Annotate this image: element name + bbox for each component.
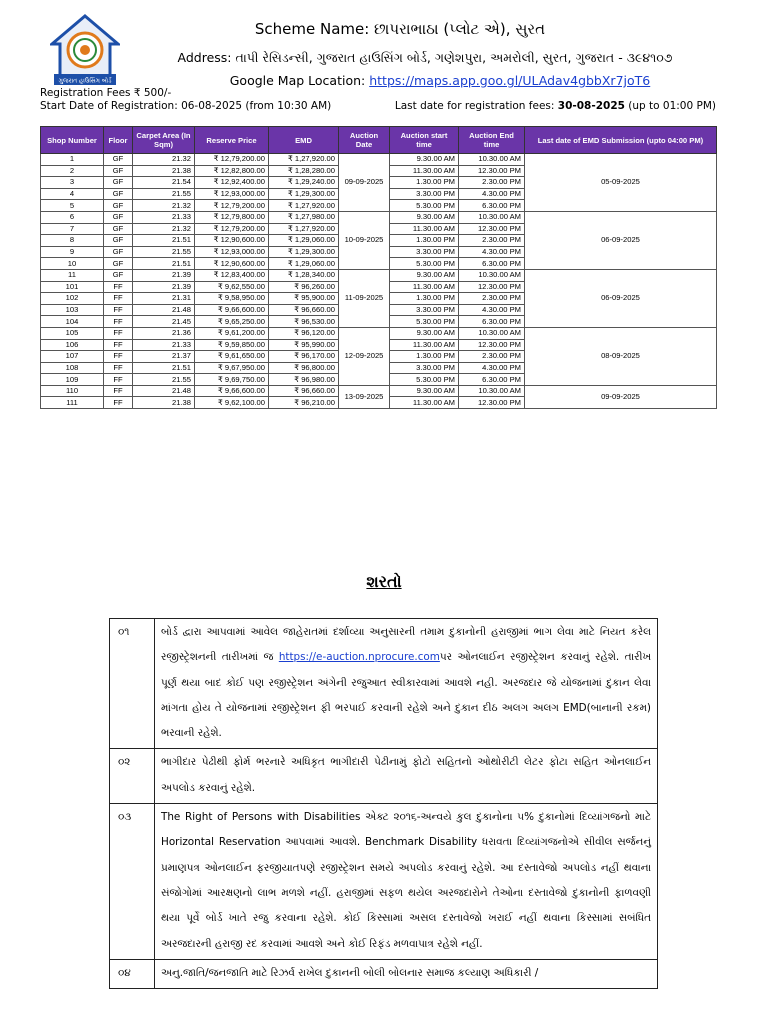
cell-auction-end: 12.30.00 PM — [459, 223, 525, 235]
cell-emd-last-date: 05-09-2025 — [525, 154, 717, 212]
cell-carpet-area: 21.32 — [133, 223, 195, 235]
cell-floor: GF — [104, 269, 133, 281]
cell-carpet-area: 21.48 — [133, 385, 195, 397]
cell-emd: ₹ 96,210.00 — [269, 397, 339, 409]
cell-floor: GF — [104, 211, 133, 223]
cell-carpet-area: 21.48 — [133, 304, 195, 316]
cell-emd-last-date: 09-09-2025 — [525, 385, 717, 408]
cell-emd: ₹ 1,29,060.00 — [269, 235, 339, 247]
cell-reserve-price: ₹ 12,79,200.00 — [195, 154, 269, 166]
cell-auction-start: 9.30.00 AM — [390, 154, 459, 166]
cell-auction-end: 6.30.00 PM — [459, 258, 525, 270]
cell-floor: FF — [104, 304, 133, 316]
cell-floor: GF — [104, 200, 133, 212]
cell-shop-number: 104 — [41, 316, 104, 328]
cell-auction-end: 2.30.00 PM — [459, 177, 525, 189]
term-text — [155, 619, 658, 749]
cell-auction-start: 11.30.00 AM — [390, 339, 459, 351]
col-emd: EMD — [269, 127, 339, 154]
terms-row — [110, 804, 658, 960]
cell-emd: ₹ 1,29,240.00 — [269, 177, 339, 189]
table-row — [41, 154, 717, 166]
cell-auction-start: 9.30.00 AM — [390, 269, 459, 281]
col-emd-last-date: Last date of EMD Submission (upto 04:00 PM) — [525, 127, 717, 154]
cell-emd: ₹ 96,120.00 — [269, 327, 339, 339]
cell-floor: GF — [104, 246, 133, 258]
cell-shop-number: 107 — [41, 351, 104, 363]
cell-shop-number: 2 — [41, 165, 104, 177]
cell-floor: GF — [104, 177, 133, 189]
cell-reserve-price: ₹ 12,92,400.00 — [195, 177, 269, 189]
cell-emd: ₹ 1,27,980.00 — [269, 211, 339, 223]
cell-reserve-price: ₹ 12,79,200.00 — [195, 223, 269, 235]
cell-shop-number: 101 — [41, 281, 104, 293]
cell-floor: FF — [104, 281, 133, 293]
cell-auction-start: 5.30.00 PM — [390, 258, 459, 270]
term-number: ૦૨ — [110, 749, 155, 804]
cell-emd: ₹ 96,660.00 — [269, 385, 339, 397]
cell-floor: FF — [104, 385, 133, 397]
cell-reserve-price: ₹ 12,79,200.00 — [195, 200, 269, 212]
cell-carpet-area: 21.51 — [133, 258, 195, 270]
cell-emd: ₹ 95,990.00 — [269, 339, 339, 351]
cell-reserve-price: ₹ 12,90,600.00 — [195, 235, 269, 247]
cell-shop-number: 7 — [41, 223, 104, 235]
cell-reserve-price: ₹ 9,69,750.00 — [195, 374, 269, 386]
cell-reserve-price: ₹ 9,58,950.00 — [195, 293, 269, 305]
cell-shop-number: 10 — [41, 258, 104, 270]
registration-start-date: Start Date of Registration: 06-08-2025 (from 10:30 AM) — [40, 100, 332, 112]
cell-auction-start: 3.30.00 PM — [390, 362, 459, 374]
cell-carpet-area: 21.45 — [133, 316, 195, 328]
cell-auction-start: 11.30.00 AM — [390, 223, 459, 235]
cell-floor: FF — [104, 362, 133, 374]
cell-auction-date: 12-09-2025 — [339, 327, 390, 385]
table-row — [41, 385, 717, 397]
cell-floor: FF — [104, 316, 133, 328]
cell-shop-number: 105 — [41, 327, 104, 339]
cell-auction-start: 1.30.00 PM — [390, 235, 459, 247]
cell-auction-start: 1.30.00 PM — [390, 177, 459, 189]
cell-shop-number: 106 — [41, 339, 104, 351]
cell-carpet-area: 21.38 — [133, 397, 195, 409]
cell-shop-number: 5 — [41, 200, 104, 212]
cell-reserve-price: ₹ 9,59,850.00 — [195, 339, 269, 351]
cell-emd-last-date: 06-09-2025 — [525, 211, 717, 269]
cell-auction-start: 11.30.00 AM — [390, 165, 459, 177]
cell-reserve-price: ₹ 9,62,100.00 — [195, 397, 269, 409]
cell-emd: ₹ 1,29,060.00 — [269, 258, 339, 270]
term-number: ૦૩ — [110, 804, 155, 960]
cell-floor: GF — [104, 235, 133, 247]
cell-auction-end: 10.30.00 AM — [459, 385, 525, 397]
last-date-value: 30-08-2025 — [557, 100, 625, 112]
google-map-location — [130, 73, 750, 88]
cell-reserve-price: ₹ 9,65,250.00 — [195, 316, 269, 328]
cell-auction-end: 12.30.00 PM — [459, 165, 525, 177]
cell-auction-end: 6.30.00 PM — [459, 200, 525, 212]
map-link[interactable]: https://maps.app.goo.gl/ULAdav4gbbXr7joT6 — [369, 73, 651, 88]
cell-auction-end: 12.30.00 PM — [459, 281, 525, 293]
cell-carpet-area: 21.55 — [133, 188, 195, 200]
cell-reserve-price: ₹ 9,61,650.00 — [195, 351, 269, 363]
cell-reserve-price: ₹ 12,93,000.00 — [195, 246, 269, 258]
cell-auction-start: 5.30.00 PM — [390, 374, 459, 386]
cell-floor: GF — [104, 258, 133, 270]
last-date-label: Last date for registration fees: — [394, 100, 558, 112]
cell-shop-number: 103 — [41, 304, 104, 316]
col-shop-number: Shop Number — [41, 127, 104, 154]
cell-shop-number: 8 — [41, 235, 104, 247]
cell-floor: GF — [104, 154, 133, 166]
cell-reserve-price: ₹ 9,62,550.00 — [195, 281, 269, 293]
cell-emd: ₹ 1,27,920.00 — [269, 200, 339, 212]
cell-carpet-area: 21.32 — [133, 154, 195, 166]
cell-auction-start: 5.30.00 PM — [390, 316, 459, 328]
cell-emd: ₹ 96,530.00 — [269, 316, 339, 328]
term-text: The Right of Persons with Disabilities એક્ટ ૨૦૧૬-અન્વયે કુલ દુકાનોના ૫% દુકાનોમાં દિવ્યાંગજનો માટે Horizontal Reservation આપવામાં આવશે. Benchmark Disability ધરાવતા દિવ્યાંગજનોએ સીવીલ સર્જનનું પ્રમાણપત્ર ઓનલાઈન ફરજીયાતપણે રજીસ્ટ્રેશન સમયે અપલોડ કરવાનું રહેશે. આ દસ્તાવેજો અપલોડ નહીં થવાના સંજોગોમાં આરક્ષણનો લાભ મળશે નહીં. હરાજીમાં સફળ થયેલ અરજદારોને તેઓના દસ્તાવેજો દુકાનોની ફાળવણી થયા પૂર્વે બોર્ડ ખાતે રજુ કરવાના રહેશે. કોઈ કિસ્સામાં અસલ દસ્તાવેજો ખરાઈ નહીં થવાના કિસ્સામાં સબંધિત અરજદારની હરાજી રદ કરવામાં આવશે અને કોઈ રિફંડ મળવાપાત્ર રહેશે નહીં. — [155, 804, 658, 960]
cell-auction-start: 3.30.00 PM — [390, 246, 459, 258]
cell-auction-end: 4.30.00 PM — [459, 188, 525, 200]
cell-reserve-price: ₹ 12,79,800.00 — [195, 211, 269, 223]
col-auction-end: Auction End time — [459, 127, 525, 154]
gujarat-housing-board-logo — [50, 14, 120, 86]
cell-shop-number: 3 — [41, 177, 104, 189]
cell-shop-number: 102 — [41, 293, 104, 305]
logo-text: ગુજરાત હાઉસિંગ બોર્ડ — [58, 77, 112, 85]
cell-floor: FF — [104, 293, 133, 305]
term-text-before: બોર્ડ દ્વારા આપવામાં આવેલ જાહેરાતમાં દર્શાવ્યા અનુસારની તમામ દુકાનોની હરાજીમાં ભાગ લેવા માટે નિયત કરેલ રજીસ્ટ્રેશનની તારીખમાં જ — [161, 626, 651, 664]
cell-auction-start: 3.30.00 PM — [390, 188, 459, 200]
table-row — [41, 269, 717, 281]
cell-floor: FF — [104, 374, 133, 386]
cell-shop-number: 108 — [41, 362, 104, 374]
term-text: અનુ.જાતિ/જનજાતિ માટે રિઝર્વ રાખેલ દુકાનની બોલી બોલનાર સમાજ કલ્યાણ અધિકારી / — [155, 959, 658, 988]
cell-reserve-price: ₹ 12,83,400.00 — [195, 269, 269, 281]
cell-shop-number: 109 — [41, 374, 104, 386]
cell-reserve-price: ₹ 12,93,000.00 — [195, 188, 269, 200]
cell-shop-number: 4 — [41, 188, 104, 200]
cell-auction-end: 2.30.00 PM — [459, 351, 525, 363]
cell-emd: ₹ 96,260.00 — [269, 281, 339, 293]
cell-emd: ₹ 96,800.00 — [269, 362, 339, 374]
cell-auction-end: 10.30.00 AM — [459, 269, 525, 281]
col-reserve-price: Reserve Price — [195, 127, 269, 154]
cell-shop-number: 1 — [41, 154, 104, 166]
registration-fees: Registration Fees ₹ 500/- — [40, 87, 172, 99]
cell-floor: GF — [104, 165, 133, 177]
cell-floor: FF — [104, 351, 133, 363]
scheme-address: Address: તાપી રેસિડન્સી, ગુજરાત હાઉસિંગ બોર્ડ, ગણેશપુરા, અમરોલી, સુરત, ગુજરાત - ૩૯૪૧૦૭ — [177, 50, 673, 65]
e-auction-link[interactable]: https://e-auction.nprocure.com — [278, 651, 440, 664]
cell-auction-start: 11.30.00 AM — [390, 281, 459, 293]
cell-auction-end: 2.30.00 PM — [459, 235, 525, 247]
col-floor: Floor — [104, 127, 133, 154]
cell-shop-number: 11 — [41, 269, 104, 281]
cell-floor: FF — [104, 397, 133, 409]
terms-row — [110, 619, 658, 749]
col-auction-date: Auction Date — [339, 127, 390, 154]
cell-carpet-area: 21.39 — [133, 269, 195, 281]
table-row — [41, 211, 717, 223]
cell-carpet-area: 21.39 — [133, 281, 195, 293]
cell-floor: FF — [104, 339, 133, 351]
cell-auction-start: 9.30.00 AM — [390, 385, 459, 397]
cell-auction-start: 11.30.00 AM — [390, 397, 459, 409]
cell-auction-start: 1.30.00 PM — [390, 351, 459, 363]
cell-emd: ₹ 1,28,280.00 — [269, 165, 339, 177]
cell-shop-number: 9 — [41, 246, 104, 258]
map-label: Google Map Location: — [229, 73, 370, 88]
cell-auction-end: 10.30.00 AM — [459, 327, 525, 339]
last-date-note: (up to 01:00 PM) — [624, 100, 716, 112]
cell-carpet-area: 21.54 — [133, 177, 195, 189]
cell-auction-end: 4.30.00 PM — [459, 362, 525, 374]
cell-auction-date: 09-09-2025 — [339, 154, 390, 212]
cell-reserve-price: ₹ 9,67,950.00 — [195, 362, 269, 374]
registration-last-date — [395, 100, 716, 112]
cell-carpet-area: 21.32 — [133, 200, 195, 212]
term-text-after: પર ઓનલાઈન રજીસ્ટ્રેશન કરવાનું રહેશે. તારીખ પૂર્ણ થયા બાદ કોઈ પણ રજીસ્ટ્રેશન અંગેની રજુઆત સ્વીકારવામાં આવશે નહી. અરજદાર જે યોજનામાં દુકાન લેવા માંગતા હોય તે યોજનામાં રજીસ્ટ્રેશન ફી ભરપાઈ કરવાની રહેશે અને દુકાન દીઠ અલગ અલગ EMD(બાનાની રકમ) ભરવાની રહેશે. — [161, 651, 651, 740]
terms-row — [110, 749, 658, 804]
scheme-name: Scheme Name: છાપરાભાઠા (પ્લોટ એ), સુરત — [254, 20, 546, 38]
cell-carpet-area: 21.51 — [133, 235, 195, 247]
terms-heading: શરતો — [366, 572, 402, 591]
cell-auction-start: 9.30.00 AM — [390, 327, 459, 339]
cell-reserve-price: ₹ 12,90,600.00 — [195, 258, 269, 270]
cell-auction-end: 6.30.00 PM — [459, 374, 525, 386]
terms-row — [110, 959, 658, 988]
cell-auction-start: 9.30.00 AM — [390, 211, 459, 223]
cell-emd: ₹ 1,29,300.00 — [269, 188, 339, 200]
table-header-row — [41, 127, 717, 154]
cell-emd: ₹ 96,170.00 — [269, 351, 339, 363]
cell-auction-end: 10.30.00 AM — [459, 154, 525, 166]
auction-schedule-table — [40, 126, 717, 409]
table-row — [41, 327, 717, 339]
cell-floor: GF — [104, 188, 133, 200]
cell-shop-number: 6 — [41, 211, 104, 223]
cell-auction-start: 1.30.00 PM — [390, 293, 459, 305]
term-number: ૦૪ — [110, 959, 155, 988]
cell-emd: ₹ 1,28,340.00 — [269, 269, 339, 281]
cell-auction-date: 13-09-2025 — [339, 385, 390, 408]
auction-table-body — [41, 154, 717, 409]
cell-shop-number: 110 — [41, 385, 104, 397]
cell-auction-end: 10.30.00 AM — [459, 211, 525, 223]
cell-emd: ₹ 1,27,920.00 — [269, 223, 339, 235]
cell-emd: ₹ 96,660.00 — [269, 304, 339, 316]
cell-carpet-area: 21.55 — [133, 374, 195, 386]
term-text: ભાગીદાર પેઢીથી ફોર્મ ભરનારે અધિકૃત ભાગીદારી પેઢીનામું ફોટો સહિતનો ઓથોરીટી લેટર ફોટા સહિત ઓનલાઈન અપલોડ કરવાનું રહેશે. — [155, 749, 658, 804]
cell-carpet-area: 21.36 — [133, 327, 195, 339]
cell-auction-end: 6.30.00 PM — [459, 316, 525, 328]
cell-floor: GF — [104, 223, 133, 235]
cell-floor: FF — [104, 327, 133, 339]
cell-reserve-price: ₹ 12,82,800.00 — [195, 165, 269, 177]
cell-auction-start: 3.30.00 PM — [390, 304, 459, 316]
cell-reserve-price: ₹ 9,61,200.00 — [195, 327, 269, 339]
cell-reserve-price: ₹ 9,66,600.00 — [195, 385, 269, 397]
cell-auction-date: 11-09-2025 — [339, 269, 390, 327]
cell-emd-last-date: 06-09-2025 — [525, 269, 717, 327]
cell-carpet-area: 21.55 — [133, 246, 195, 258]
cell-carpet-area: 21.37 — [133, 351, 195, 363]
col-carpet-area: Carpet Area (In Sqm) — [133, 127, 195, 154]
cell-carpet-area: 21.31 — [133, 293, 195, 305]
cell-shop-number: 111 — [41, 397, 104, 409]
cell-auction-end: 4.30.00 PM — [459, 246, 525, 258]
terms-table — [109, 618, 658, 989]
cell-auction-date: 10-09-2025 — [339, 211, 390, 269]
cell-carpet-area: 21.33 — [133, 211, 195, 223]
cell-carpet-area: 21.33 — [133, 339, 195, 351]
cell-auction-end: 2.30.00 PM — [459, 293, 525, 305]
col-auction-start: Auction start time — [390, 127, 459, 154]
cell-emd-last-date: 08-09-2025 — [525, 327, 717, 385]
cell-emd: ₹ 1,27,920.00 — [269, 154, 339, 166]
cell-emd: ₹ 96,980.00 — [269, 374, 339, 386]
term-number: ૦૧ — [110, 619, 155, 749]
cell-emd: ₹ 1,29,300.00 — [269, 246, 339, 258]
cell-auction-end: 4.30.00 PM — [459, 304, 525, 316]
cell-reserve-price: ₹ 9,66,600.00 — [195, 304, 269, 316]
cell-auction-end: 12.30.00 PM — [459, 339, 525, 351]
cell-emd: ₹ 95,900.00 — [269, 293, 339, 305]
cell-auction-start: 5.30.00 PM — [390, 200, 459, 212]
cell-carpet-area: 21.51 — [133, 362, 195, 374]
cell-auction-end: 12.30.00 PM — [459, 397, 525, 409]
cell-carpet-area: 21.38 — [133, 165, 195, 177]
